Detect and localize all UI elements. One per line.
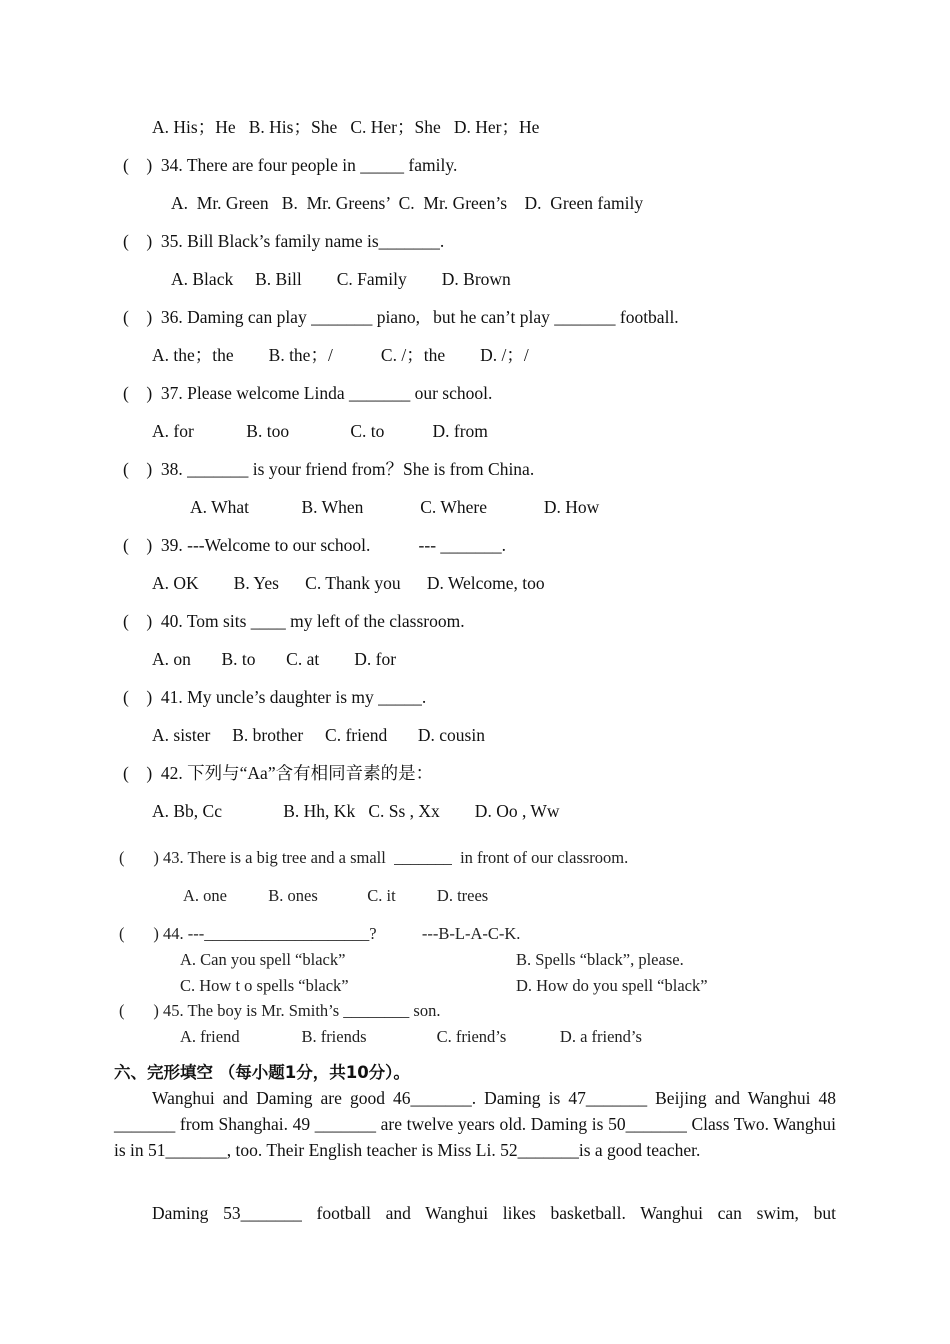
q44-option-b: B. Spells “black”, please.: [516, 950, 684, 969]
q44-stem: ( ) 44. ---____________________? ---B-L-A-C-K.: [119, 924, 521, 943]
q45-stem: ( ) 45. The boy is Mr. Smith’s ________ son.: [119, 1001, 441, 1020]
cloze-paragraph-2: [114, 1200, 836, 1226]
q40-options: A. on B. to C. at D. for: [152, 649, 397, 669]
q42-options: A. Bb, Cc B. Hh, Kk C. Ss , Xx D. Oo , Ww: [152, 801, 560, 821]
cloze-paragraph-1: [114, 1085, 836, 1163]
q33-options: A. His；He B. His；She C. Her；She D. Her；He: [152, 117, 540, 137]
q34-options: A. Mr. Green B. Mr. Greens’ C. Mr. Green’s D. Green family: [171, 193, 644, 213]
q44-option-c: C. How t o spells “black”: [180, 976, 349, 995]
q38-options: A. What B. When C. Where D. How: [190, 497, 600, 517]
q37-stem: ( ) 37. Please welcome Linda _______ our school.: [123, 383, 493, 403]
q35-options: A. Black B. Bill C. Family D. Brown: [171, 269, 511, 289]
q44-option-a: A. Can you spell “black”: [180, 950, 346, 969]
q37-options: A. for B. too C. to D. from: [152, 421, 488, 441]
q43-options: A. one B. ones C. it D. trees: [183, 886, 489, 905]
cloze-paragraph-2-text: Daming 53_______ football and Wanghui likes basketball. Wanghui can swim, but: [152, 1203, 836, 1223]
q39-stem: ( ) 39. ---Welcome to our school. --- _______.: [123, 535, 507, 555]
q36-stem: ( ) 36. Daming can play _______ piano, but he can’t play _______ football.: [123, 307, 679, 327]
q43-stem: ( ) 43. There is a big tree and a small _______ in front of our classroom.: [119, 848, 629, 867]
q41-stem: ( ) 41. My uncle’s daughter is my _____.: [123, 687, 427, 707]
q38-stem: ( ) 38. _______ is your friend from？She is from China.: [123, 459, 535, 479]
section6-heading: 六、完形填空 （每小题1分，共10分）。: [114, 1063, 410, 1082]
q34-stem: ( ) 34. There are four people in _____ family.: [123, 155, 458, 175]
q40-stem: ( ) 40. Tom sits ____ my left of the classroom.: [123, 611, 465, 631]
q35-stem: ( ) 35. Bill Black’s family name is_______.: [123, 231, 445, 251]
q36-options: A. the；the B. the；/ C. /；the D. /；/: [152, 345, 529, 365]
q42-stem: ( ) 42. 下列与“Aa”含有相同音素的是：: [123, 763, 434, 783]
q41-options: A. sister B. brother C. friend D. cousin: [152, 725, 485, 745]
q44-option-d: D. How do you spell “black”: [516, 976, 708, 995]
q39-options: A. OK B. Yes C. Thank you D. Welcome, too: [152, 573, 545, 593]
q45-options: A. friend B. friends C. friend’s D. a friend’s: [180, 1027, 642, 1046]
cloze-paragraph-1-text: Wanghui and Daming are good 46_______. Daming is 47_______ Beijing and Wanghui 48 _______ from Shanghai. 49 _______ are twelve years old. Daming is 50_______ Class Two. Wanghui is in 51_______, too. Their English teacher is Miss Li. 52_______is a good teacher.: [114, 1088, 836, 1160]
